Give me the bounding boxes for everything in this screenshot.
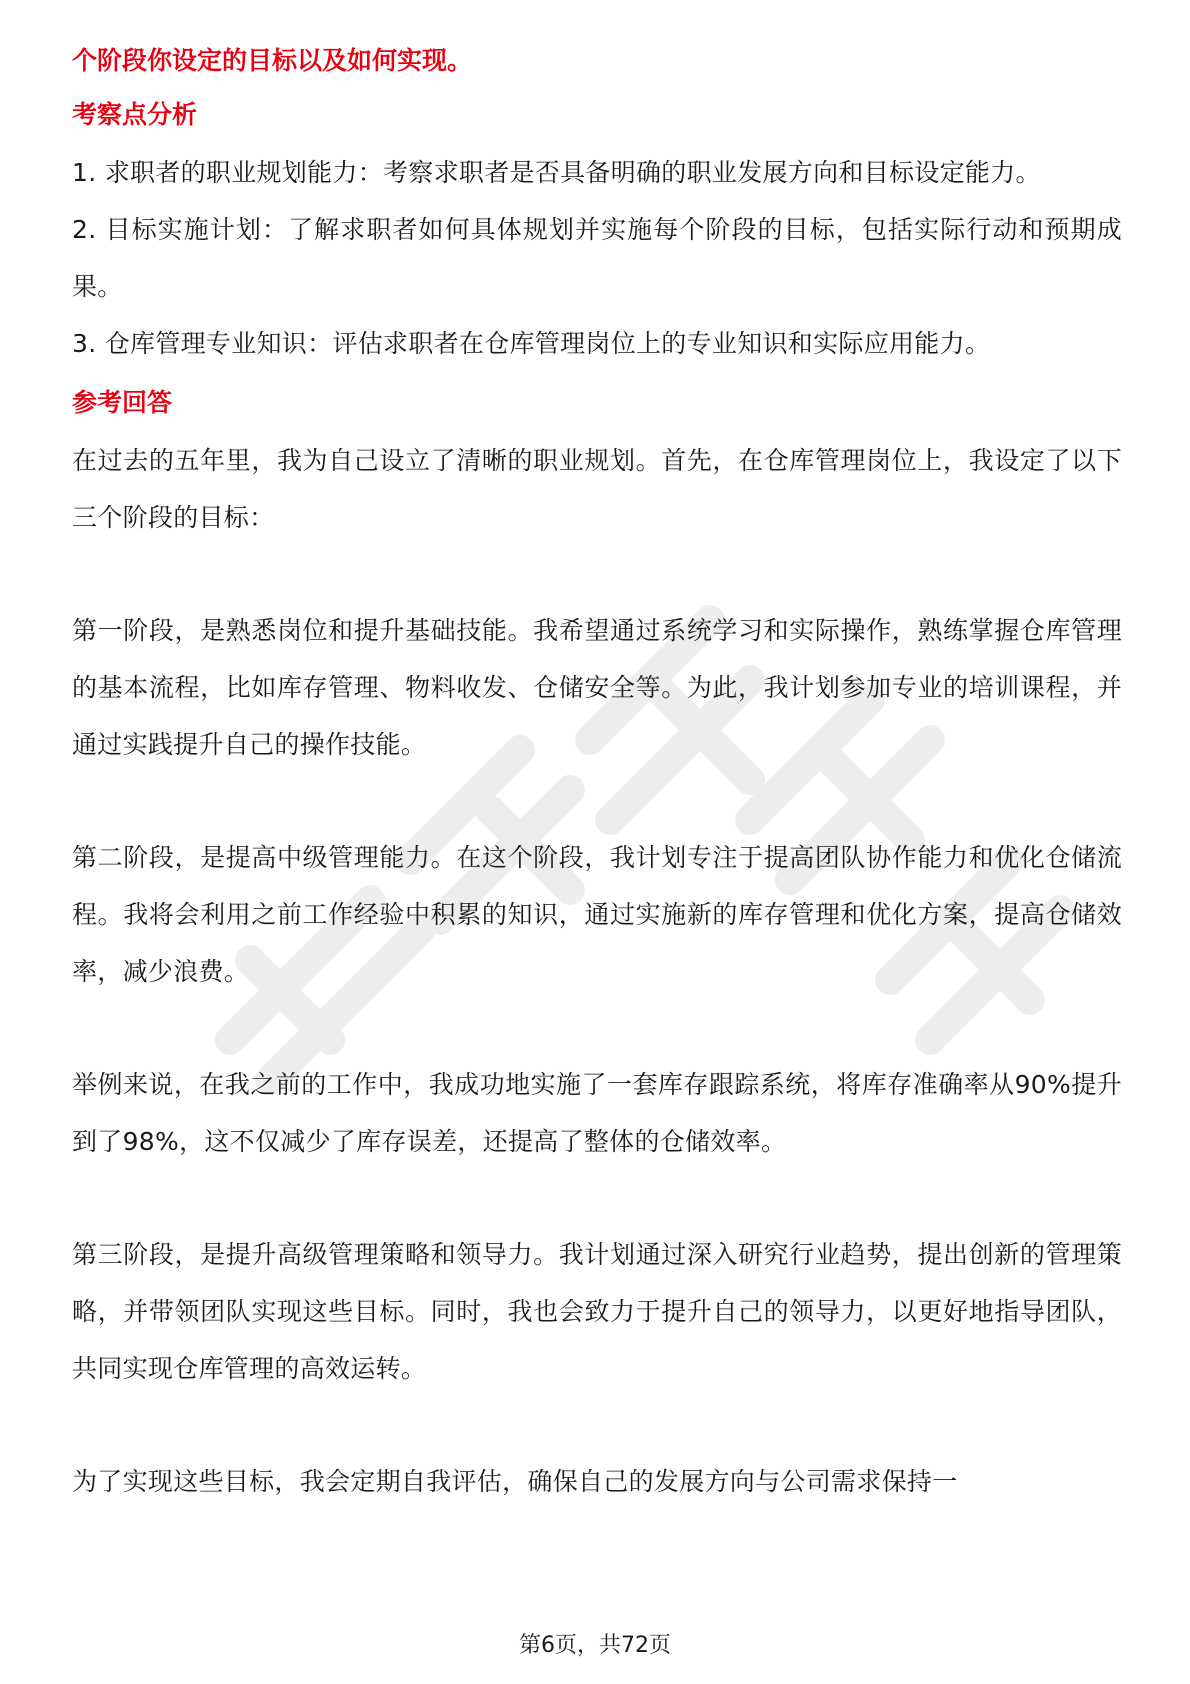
answer-heading: 参考回答: [72, 388, 173, 417]
analysis-list: [72, 144, 1122, 372]
analysis-item: 3. 仓库管理专业知识：评估求职者在仓库管理岗位上的专业知识和实际应用能力。: [72, 329, 991, 358]
answer-body: [72, 432, 1122, 1510]
answer-paragraph: 为了实现这些目标，我会定期自我评估，确保自己的发展方向与公司需求保持一: [72, 1467, 958, 1496]
answer-paragraph: 在过去的五年里，我为自己设立了清晰的职业规划。首先，在仓库管理岗位上，我设定了以下三个阶段的目标：: [72, 446, 1122, 532]
main-content: [72, 44, 1122, 1510]
analysis-heading: 考察点分析: [72, 100, 198, 129]
answer-paragraph: 第二阶段，是提高中级管理能力。在这个阶段，我计划专注于提高团队协作能力和优化仓储流程。我将会利用之前工作经验中积累的知识，通过实施新的库存管理和优化方案，提高仓储效率，减少浪费。: [72, 843, 1122, 986]
answer-paragraph: 第三阶段，是提升高级管理策略和领导力。我计划通过深入研究行业趋势，提出创新的管理策略，并带领团队实现这些目标。同时，我也会致力于提升自己的领导力，以更好地指导团队，共同实现仓库管理的高效运转。: [72, 1240, 1122, 1383]
analysis-item: 2. 目标实施计划：了解求职者如何具体规划并实施每个阶段的目标，包括实际行动和预期成果。: [72, 215, 1122, 301]
analysis-item: 1. 求职者的职业规划能力：考察求职者是否具备明确的职业发展方向和目标设定能力。: [72, 158, 1041, 187]
answer-paragraph: 第一阶段，是熟悉岗位和提升基础技能。我希望通过系统学习和实际操作，熟练掌握仓库管理的基本流程，比如库存管理、物料收发、仓储安全等。为此，我计划参加专业的培训课程，并通过实践提升自己的操作技能。: [72, 616, 1122, 759]
page-number: 第6页，共72页: [519, 1633, 671, 1658]
answer-paragraph: 举例来说，在我之前的工作中，我成功地实施了一套库存跟踪系统，将库存准确率从90%提升到了98%，这不仅减少了库存误差，还提高了整体的仓储效率。: [72, 1070, 1122, 1156]
question-text: 个阶段你设定的目标以及如何实现。: [72, 46, 473, 75]
